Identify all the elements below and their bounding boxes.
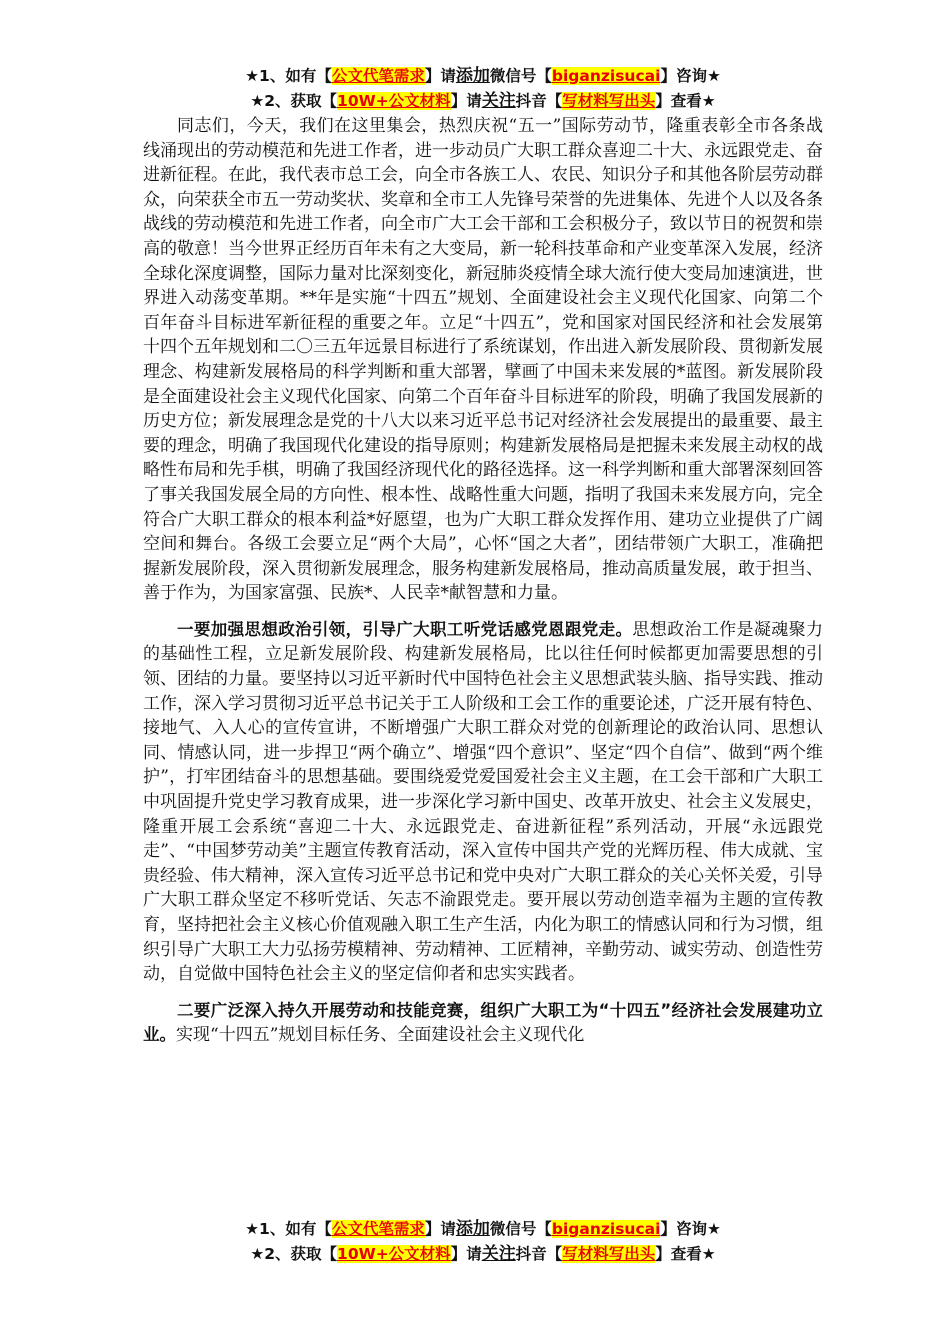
- promo-highlight: 写材料写出头: [562, 1245, 656, 1263]
- promo-text: 】请: [450, 1245, 482, 1263]
- promo-highlight: biganzisucai: [551, 67, 661, 85]
- promo-emphasis: 关注: [481, 1244, 516, 1264]
- promo-text: 】咨询★: [660, 67, 721, 85]
- promo-highlight: 10W+公文材料: [337, 92, 451, 110]
- promo-text: 】请: [424, 1220, 456, 1238]
- paragraph-body-text: 实现“十四五”规划目标任务、全面建设社会主义现代化: [176, 1025, 585, 1046]
- promo-banner-bottom: [143, 1217, 823, 1267]
- promo-text: 】请: [450, 92, 482, 110]
- promo-line-2: [143, 1242, 823, 1267]
- speech-paragraph-1: 同志们，今天，我们在这里集会，热烈庆祝“五一”国际劳动节，隆重表彰全市各条战线涌现出的劳动模范和先进工作者，进一步动员广大职工群众喜迎二十大、永远跟党走、奋进新征程。在此，我代表市总工会，向全市各族工人、农民、知识分子和其他各阶层劳动群众，向荣获全市五一劳动奖状、奖章和全市工人先锋号荣誉的先进集体、先进个人以及各条战线的劳动模范和先进工作者，向全市广大工会干部和工会积极分子，致以节日的祝贺和崇高的敬意！当今世界正经历百年未有之大变局，新一轮科技革命和产业变革深入发展，经济全球化深度调整，国际力量对比深刻变化，新冠肺炎疫情全球大流行使大变局加速演进，世界进入动荡变革期。**年是实施“十四五”规划、全面建设社会主义现代化国家、向第二个百年奋斗目标进军新征程的重要之年。立足“十四五”，党和国家对国民经济和社会发展第十四个五年规划和二〇三五年远景目标进行了系统谋划，作出进入新发展阶段、贯彻新发展理念、构建新发展格局的科学判断和重大部署，擘画了中国未来发展的*蓝图。新发展阶段是全面建设社会主义现代化国家、向第二个百年奋斗目标进军的阶段，明确了我国发展新的历史方位；新发展理念是党的十八大以来习近平总书记对经济社会发展提出的最重要、最主要的理念，明确了我国现代化建设的指导原则；构建新发展格局是把握未来发展主动权的战略性布局和先手棋，明确了我国经济现代化的路径选择。这一科学判断和重大部署深刻回答了事关我国发展全局的方向性、根本性、战略性重大问题，指明了我国未来发展方向，完全符合广大职工群众的根本利益*好愿望，也为广大职工群众发挥作用、建功立业提供了广阔空间和舞台。各级工会要立足“两个大局”，心怀“国之大者”，团结带领广大职工，准确把握新发展阶段，深入贯彻新发展理念，服务构建新发展格局，推动高质量发展，敢于担当、善于作为，为国家富强、民族*、人民幸*献智慧和力量。: [143, 116, 823, 604]
- speech-paragraph-2: [143, 618, 823, 987]
- promo-emphasis: 添加: [455, 1219, 490, 1239]
- promo-text: ★2、获取【: [250, 92, 338, 110]
- promo-text: 抖音【: [515, 1245, 563, 1263]
- promo-text: 】查看★: [655, 1245, 716, 1263]
- promo-highlight: 公文代笔需求: [331, 67, 425, 85]
- promo-text: ★1、如有【: [245, 67, 332, 85]
- promo-banner-top: [143, 64, 823, 114]
- promo-text: ★2、获取【: [250, 1245, 338, 1263]
- paragraph-lead-heading: 二要广泛深入持久开展劳动和技能竞赛，组织广大职工为“十四五”经济社会发展建功立业。: [143, 1000, 823, 1045]
- promo-text: 微信号【: [489, 67, 552, 85]
- promo-emphasis: 关注: [481, 91, 516, 111]
- promo-line-1: [143, 64, 823, 89]
- promo-text: 】咨询★: [660, 1220, 721, 1238]
- promo-text: 抖音【: [515, 92, 563, 110]
- promo-line-1: [143, 1217, 823, 1242]
- promo-highlight: 公文代笔需求: [331, 1220, 425, 1238]
- document-page: [143, 64, 823, 1048]
- paragraph-lead-heading: 一要加强思想政治引领，引导广大职工听党话感党恩跟党走。: [177, 619, 633, 639]
- promo-text: 微信号【: [489, 1220, 552, 1238]
- promo-text: 】查看★: [655, 92, 716, 110]
- promo-line-2: [143, 89, 823, 114]
- promo-text: ★1、如有【: [245, 1220, 332, 1238]
- paragraph-body-text: 思想政治工作是凝魂聚力的基础性工程，立足新发展阶段、构建新发展格局，比以往任何时候都更加需要思想的引领、团结的力量。要坚持以习近平新时代中国特色社会主义思想武装头脑、指导实践、推动工作，深入学习贯彻习近平总书记关于工人阶级和工会工作的重要论述，广泛开展有特色、接地气、入人心的宣传宣讲，不断增强广大职工群众对党的创新理论的政治认同、思想认同、情感认同，进一步捍卫“两个确立”、增强“四个意识”、坚定“四个自信”、做到“两个维护”，打牢团结奋斗的思想基础。要围绕爱党爱国爱社会主义主题，在工会干部和广大职工中巩固提升党史学习教育成果，进一步深化学习新中国史、改革开放史、社会主义发展史，隆重开展工会系统“喜迎二十大、永远跟党走、奋进新征程”系列活动，开展“永远跟党走”、“中国梦劳动美”主题宣传教育活动，深入宣传中国共产党的光辉历程、伟大成就、宝贵经验、伟大精神，深入宣传习近平总书记和党中央对广大职工群众的关心关怀关爱，引导广大职工群众坚定不移听党话、矢志不渝跟党走。要开展以劳动创造幸福为主题的宣传教育，坚持把社会主义核心价值观融入职工生产生活，内化为职工的情感认同和行为习惯，组织引导广大职工大力弘扬劳模精神、劳动精神、工匠精神，辛勤劳动、诚实劳动、创造性劳动，自觉做中国特色社会主义的坚定信仰者和忠实实践者。: [143, 619, 824, 985]
- speech-paragraph-3: [143, 999, 823, 1048]
- promo-highlight: 10W+公文材料: [337, 1245, 451, 1263]
- promo-highlight: biganzisucai: [551, 1220, 661, 1238]
- promo-emphasis: 添加: [455, 66, 490, 86]
- promo-highlight: 写材料写出头: [562, 92, 656, 110]
- promo-text: 】请: [424, 67, 456, 85]
